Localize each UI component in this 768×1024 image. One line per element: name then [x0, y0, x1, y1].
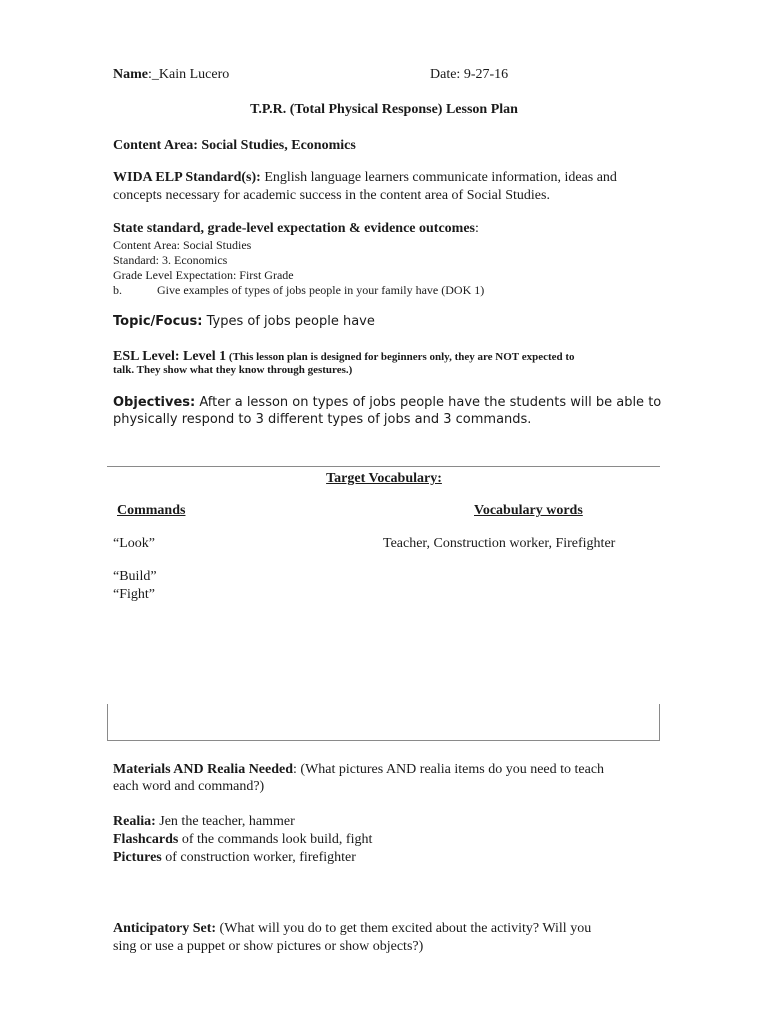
materials-text-line1: : (What pictures AND realia items do you need to teach — [293, 762, 605, 777]
wida-label: WIDA ELP Standard(s): — [113, 170, 261, 185]
pictures-label: Pictures — [113, 850, 162, 865]
anticipatory-text-line2: sing or use a puppet or show pictures or show objects?) — [113, 939, 424, 954]
esl-note-line1: (This lesson plan is designed for beginners only, they are NOT expected to — [226, 351, 575, 363]
esl-note-line2: talk. They show what they know through gestures.) — [113, 364, 353, 376]
pictures-value: of construction worker, firefighter — [161, 850, 356, 865]
command-look: “Look” — [113, 536, 155, 551]
page-title: T.P.R. (Total Physical Response) Lesson Plan — [250, 102, 518, 117]
lesson-date: Date: 9-27-16 — [430, 67, 509, 82]
anticipatory-line1 — [113, 921, 591, 937]
vocab-box-top-border — [107, 466, 660, 467]
state-standard-line-gle: Grade Level Expectation: First Grade — [113, 268, 294, 282]
name-label: Name — [113, 67, 148, 82]
state-standard-heading — [113, 221, 479, 237]
state-standard-line-standard: Standard: 3. Economics — [113, 253, 228, 267]
wida-text-line2: concepts necessary for academic success in the content area of Social Studies. — [113, 188, 550, 203]
state-standard-item-marker: b. — [113, 283, 122, 297]
objectives-text-line2: physically respond to 3 different types of jobs and 3 commands. — [113, 412, 532, 427]
content-area: Content Area: Social Studies, Economics — [113, 138, 356, 153]
state-standard-item-text: Give examples of types of jobs people in your family have (DOK 1) — [157, 283, 485, 297]
command-fight: “Fight” — [113, 587, 155, 602]
esl-label: ESL Level: Level 1 — [113, 349, 227, 364]
vocab-box-bottom-border — [107, 740, 660, 741]
anticipatory-label: Anticipatory Set: — [113, 921, 217, 936]
materials-text-line2: each word and command?) — [113, 779, 265, 794]
vocab-box-title: Target Vocabulary: — [326, 471, 442, 486]
topic-value: Types of jobs people have — [202, 314, 375, 329]
state-standard-label: State standard, grade-level expectation & evidence outcomes — [113, 221, 475, 236]
state-standard-line-content-area: Content Area: Social Studies — [113, 238, 252, 252]
topic-focus — [113, 312, 375, 330]
anticipatory-text-line1: (What will you do to get them excited about the activity? Will you — [216, 921, 592, 936]
vocab-box-left-border — [107, 704, 108, 741]
objectives-label: Objectives: — [113, 395, 196, 410]
vocab-box-right-border — [659, 704, 660, 741]
topic-label: Topic/Focus: — [113, 314, 203, 329]
realia-line — [113, 814, 295, 830]
pictures-line — [113, 850, 356, 866]
flashcards-label: Flashcards — [113, 832, 179, 847]
command-build: “Build” — [113, 569, 157, 584]
vocabulary-words-list: Teacher, Construction worker, Firefighter — [383, 536, 616, 551]
flashcards-line — [113, 832, 372, 848]
vocabulary-words-header: Vocabulary words — [474, 503, 583, 518]
state-standard-colon: : — [474, 221, 479, 236]
flashcards-value: of the commands look build, fight — [178, 832, 373, 847]
wida-standard-line1 — [113, 170, 617, 186]
materials-label: Materials AND Realia Needed — [113, 762, 294, 777]
objectives-text-line1: After a lesson on types of jobs people have the students will be able to — [195, 395, 662, 410]
wida-text-line1: English language learners communicate information, ideas and — [260, 170, 617, 185]
name-value: :_Kain Lucero — [148, 67, 230, 82]
realia-value: Jen the teacher, hammer — [155, 814, 295, 829]
realia-label: Realia: — [113, 814, 156, 829]
objectives-line1 — [113, 393, 661, 411]
esl-level-line1 — [113, 347, 575, 365]
commands-header: Commands — [117, 503, 186, 518]
student-name — [113, 67, 229, 83]
materials-line1 — [113, 762, 604, 778]
